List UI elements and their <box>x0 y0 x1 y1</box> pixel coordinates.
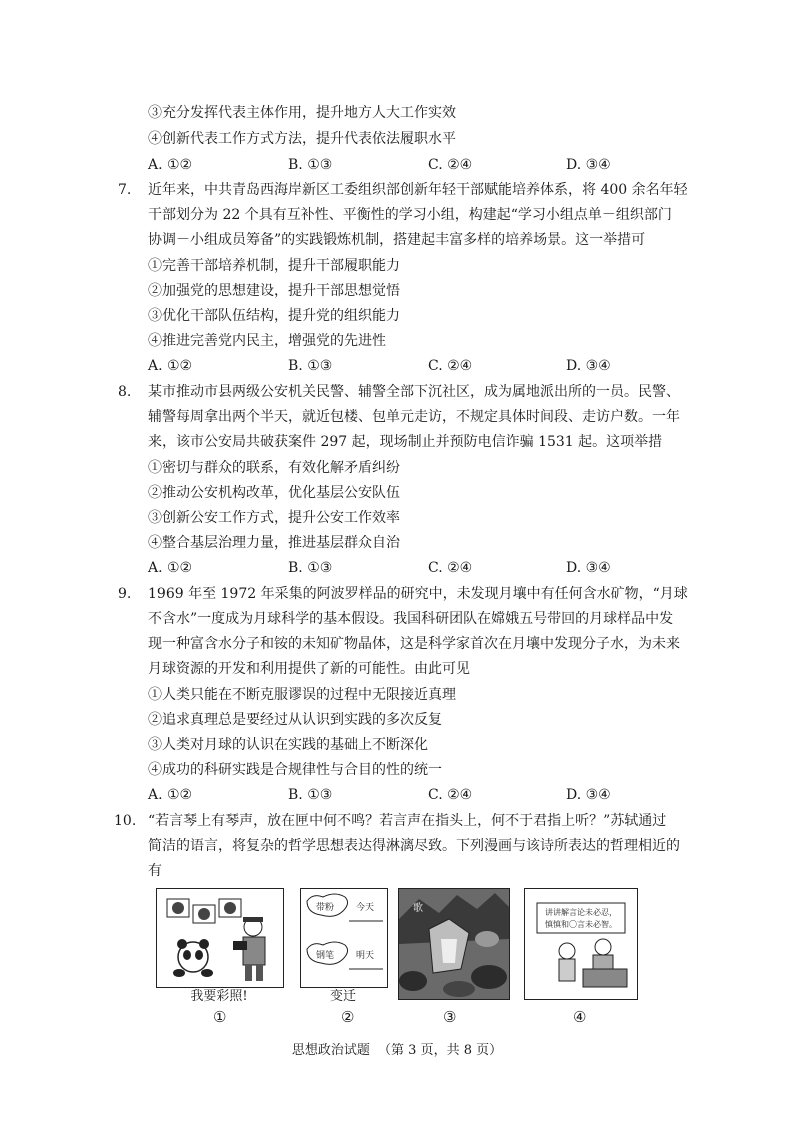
q9-stem-line: 现一种富含水分子和铵的未知矿物晶体，这是科学家首次在月壤中发现分子水，为未来 <box>148 636 680 652</box>
changes-illustration <box>301 889 387 987</box>
q7-option-b: B. ①③ <box>288 358 333 374</box>
q6-option-c: C. ②④ <box>428 157 473 173</box>
rock-fortress-illustration <box>399 889 509 999</box>
q7-option-d: D. ③④ <box>566 358 611 374</box>
cartoon-2-changes <box>300 888 388 988</box>
q9-item-4: ④成功的科研实践是合规律性与合目的性的统一 <box>148 762 442 778</box>
cartoon-4-speech-line-1: 讲讲解言论未必忍， <box>545 908 617 917</box>
q8-option-d: D. ③④ <box>566 560 611 576</box>
cartoon-1-panda-photo <box>156 888 284 988</box>
q8-option-c: C. ②④ <box>428 560 473 576</box>
q7-option-c: C. ②④ <box>428 358 473 374</box>
q8-option-a: A. ①② <box>148 560 193 576</box>
q7-item-1: ①完善干部培养机制，提升干部履职能力 <box>148 258 400 274</box>
q8-item-4: ④整合基层治理力量，推进基层群众自治 <box>148 535 400 551</box>
panda-photographer-illustration <box>157 889 283 987</box>
q9-item-2: ②追求真理总是要经过从认识到实践的多次反复 <box>148 712 442 728</box>
cartoon-2-label-3: 钢笔 <box>315 951 335 961</box>
q9-number: 9. <box>118 586 132 602</box>
q6-item-3: ③充分发挥代表主体作用，提升地方人大工作实效 <box>148 105 456 121</box>
q9-stem-line: 1969 年至 1972 年采集的阿波罗样品的研究中，未发现月壤中有任何含水矿物，“月球 <box>148 586 688 602</box>
q9-option-a: A. ①② <box>148 787 193 803</box>
q7-stem-line: 近年来，中共青岛西海岸新区工委组织部创新年轻干部赋能培养体系，将 400 余名年轻 <box>148 182 688 198</box>
q7-option-a: A. ①② <box>148 358 193 374</box>
q6-option-b: B. ①③ <box>288 157 333 173</box>
q7-item-3: ③优化干部队伍结构，提升党的组织能力 <box>148 308 400 324</box>
q7-item-4: ④推进完善党内民主，增强党的先进性 <box>148 333 386 349</box>
cartoon-2-label-1: 带粉 <box>315 903 335 913</box>
cartoon-2-label-4: 明天 <box>355 951 375 961</box>
q9-option-c: C. ②④ <box>428 787 473 803</box>
q10-stem-line: 简洁的语言，将复杂的哲学思想表达得淋漓尽致。下列漫画与该诗所表达的哲理相近的 <box>148 838 680 854</box>
cartoon-4-speech-line-2: 慎慎和〇言未必智。 <box>545 920 617 929</box>
cartoon-2-label-2: 今天 <box>355 903 375 913</box>
footer-page-number: （第 3 页，共 8 页） <box>378 1043 503 1058</box>
q9-item-3: ③人类对月球的认识在实践的基础上不断深化 <box>148 737 428 753</box>
cartoon-3-number: ③ <box>443 1008 457 1026</box>
footer-subject: 思想政治试题 <box>291 1043 370 1058</box>
cartoon-3-label: 歌 <box>413 903 423 914</box>
q9-item-1: ①人类只能在不断克服谬误的过程中无限接近真理 <box>148 687 456 703</box>
q7-stem-line: 干部划分为 22 个具有互补性、平衡性的学习小组，构建起“学习小组点单－组织部门 <box>148 207 672 223</box>
q9-option-b: B. ①③ <box>288 787 333 803</box>
q9-option-d: D. ③④ <box>566 787 611 803</box>
cartoon-2-caption: 变迁 <box>329 989 356 1004</box>
q9-stem-line: 月球资源的开发和利用提供了新的可能性。由此可见 <box>148 661 470 677</box>
q10-stem-line: “若言琴上有琴声，放在匣中何不鸣？若言声在指头上，何不于君指上听？”苏轼通过 <box>148 813 667 829</box>
q7-item-2: ②加强党的思想建设，提升干部思想觉悟 <box>148 283 400 299</box>
speaker-listener-illustration <box>525 889 637 999</box>
q8-item-3: ③创新公安工作方式，提升公安工作效率 <box>148 510 400 526</box>
q6-options <box>148 155 708 175</box>
q8-option-b: B. ①③ <box>288 560 333 576</box>
cartoon-2-number: ② <box>341 1008 355 1026</box>
q7-number: 7. <box>118 182 132 198</box>
q7-options <box>148 356 708 376</box>
q6-item-4: ④创新代表工作方式方法，提升代表依法履职水平 <box>148 131 456 147</box>
q8-stem-line: 来，该市公安局共破获案件 297 起，现场制止并预防电信诈骗 1531 起。这项举措 <box>148 434 663 450</box>
q8-item-1: ①密切与群众的联系，有效化解矛盾纠纷 <box>148 460 400 476</box>
q8-stem-line: 某市推动市县两级公安机关民警、辅警全部下沉社区，成为属地派出所的一员。民警、 <box>148 384 680 400</box>
q7-stem-line: 协调－小组成员筹备”的实践锻炼机制，搭建起丰富多样的培养场景。这一举措可 <box>148 232 646 248</box>
cartoon-4-speaker <box>524 888 638 1000</box>
cartoon-1-caption: 我要彩照! <box>190 989 248 1004</box>
cartoon-3-rocks <box>398 888 510 1000</box>
q8-options <box>148 558 708 578</box>
page-footer <box>0 1042 794 1060</box>
q9-stem-line: 不含水”一度成为月球科学的基本假设。我国科研团队在嫦娥五号带回的月球样品中发 <box>148 611 674 627</box>
q8-number: 8. <box>118 384 132 400</box>
cartoon-1-number: ① <box>213 1008 227 1026</box>
q8-stem-line: 辅警每周拿出两个半天，就近包楼、包单元走访，不规定具体时间段、走访户数。一年 <box>148 409 680 425</box>
q9-options <box>148 785 708 805</box>
q6-option-d: D. ③④ <box>566 157 611 173</box>
q6-option-a: A. ①② <box>148 157 193 173</box>
q8-item-2: ②推动公安机构改革，优化基层公安队伍 <box>148 485 400 501</box>
q10-stem-line: 有 <box>148 863 162 879</box>
cartoon-4-number: ④ <box>573 1008 587 1026</box>
q10-number: 10. <box>114 813 137 829</box>
